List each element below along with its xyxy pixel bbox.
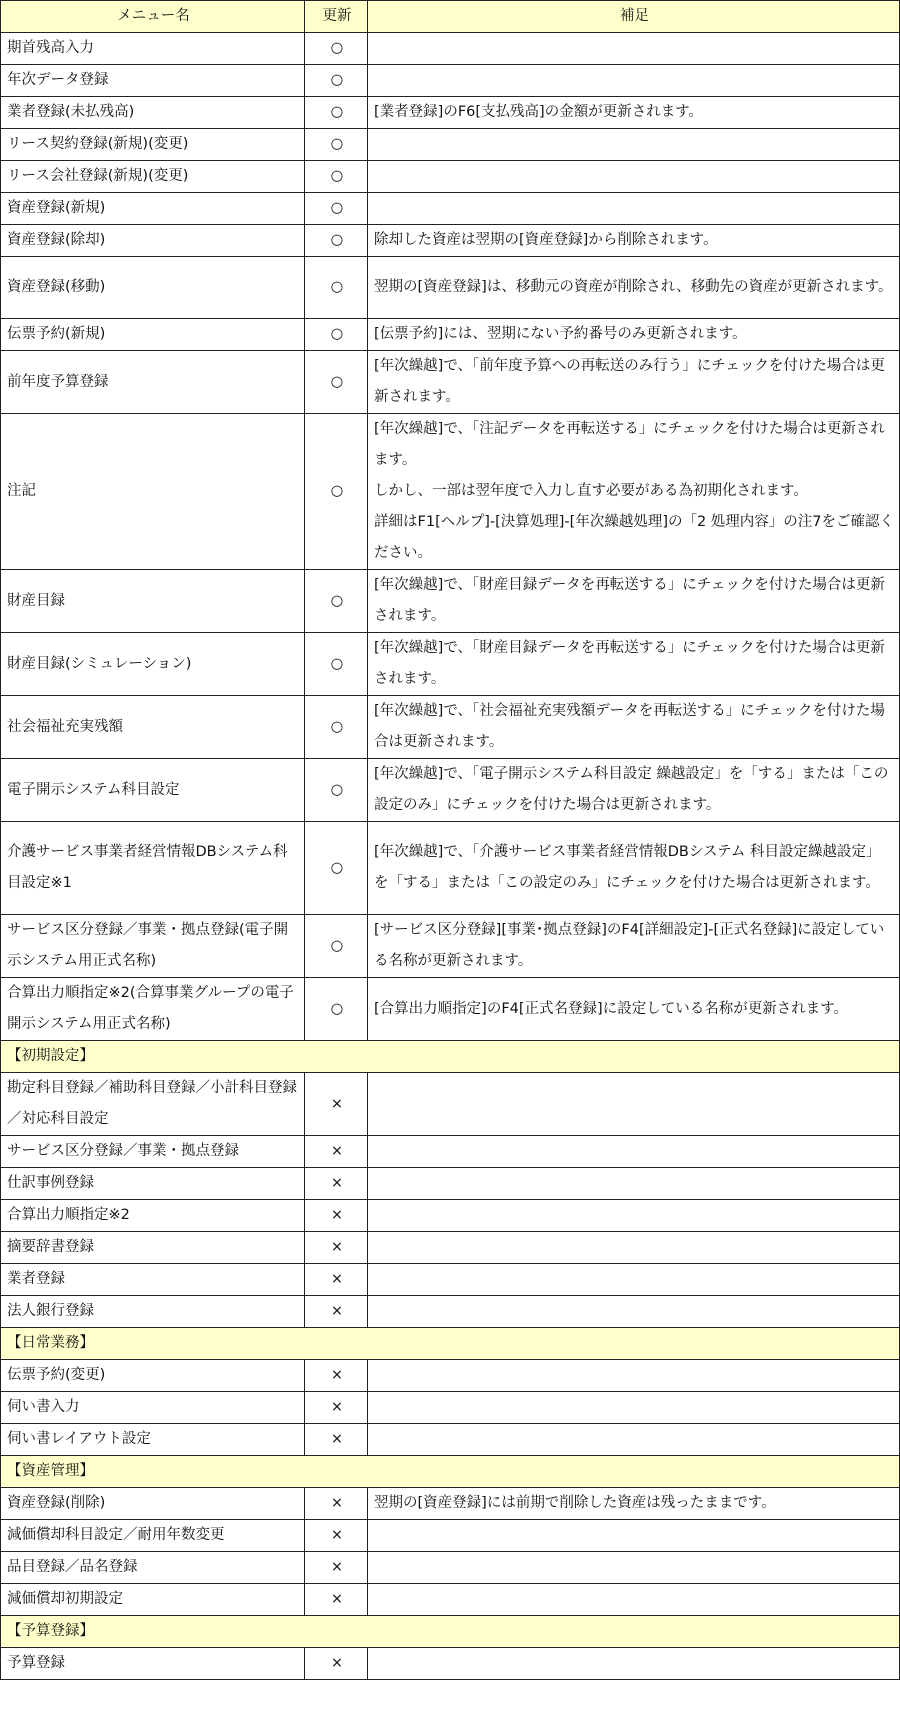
menu-name: 電子開示システム科目設定 — [1, 759, 305, 822]
menu-name: 前年度予算登録 — [1, 351, 305, 414]
menu-name: 伺い書レイアウト設定 — [1, 1424, 305, 1456]
update-mark: ○ — [305, 978, 368, 1041]
table-row — [1, 1424, 900, 1456]
note — [368, 161, 900, 193]
note — [368, 65, 900, 97]
update-mark: ○ — [305, 129, 368, 161]
table-row — [1, 822, 900, 915]
table-row — [1, 319, 900, 351]
update-mark: × — [305, 1552, 368, 1584]
menu-name: 伺い書入力 — [1, 1392, 305, 1424]
update-mark: ○ — [305, 633, 368, 696]
table-row — [1, 633, 900, 696]
update-mark: × — [305, 1264, 368, 1296]
table-row — [1, 1520, 900, 1552]
note — [368, 1296, 900, 1328]
update-mark: × — [305, 1136, 368, 1168]
note — [368, 193, 900, 225]
update-mark: × — [305, 1520, 368, 1552]
table-row — [1, 1360, 900, 1392]
update-mark: × — [305, 1296, 368, 1328]
menu-name: 資産登録(新規) — [1, 193, 305, 225]
note: [年次繰越]で、「介護サービス事業者経営情報DBシステム 科目設定繰越設定」を「する」または「この設定のみ」にチェックを付けた場合は更新されます。 — [368, 822, 900, 915]
table-row — [1, 696, 900, 759]
table-row — [1, 759, 900, 822]
menu-name: 注記 — [1, 414, 305, 570]
update-mark: ○ — [305, 97, 368, 129]
menu-name: 資産登録(削除) — [1, 1488, 305, 1520]
menu-name: 年次データ登録 — [1, 65, 305, 97]
update-mark: × — [305, 1392, 368, 1424]
update-mark: ○ — [305, 161, 368, 193]
table-row — [1, 915, 900, 978]
note: [サービス区分登録][事業･拠点登録]のF4[詳細設定]-[正式名登録]に設定している名称が更新されます。 — [368, 915, 900, 978]
menu-name: 法人銀行登録 — [1, 1296, 305, 1328]
note — [368, 1584, 900, 1616]
table-row — [1, 1168, 900, 1200]
table-row — [1, 1232, 900, 1264]
note — [368, 1168, 900, 1200]
update-mark: ○ — [305, 696, 368, 759]
menu-name: 社会福祉充実残額 — [1, 696, 305, 759]
note: [年次繰越]で、「財産目録データを再転送する」にチェックを付けた場合は更新されます。 — [368, 570, 900, 633]
note — [368, 1200, 900, 1232]
note: [年次繰越]で、「社会福祉充実残額データを再転送する」にチェックを付けた場合は更新されます。 — [368, 696, 900, 759]
update-mark: ○ — [305, 225, 368, 257]
note: [年次繰越]で、「前年度予算への再転送のみ行う」にチェックを付けた場合は更新されます。 — [368, 351, 900, 414]
menu-name: 資産登録(除却) — [1, 225, 305, 257]
table-row — [1, 1584, 900, 1616]
update-mark: ○ — [305, 33, 368, 65]
menu-name: 伝票予約(変更) — [1, 1360, 305, 1392]
table-row — [1, 1073, 900, 1136]
update-mark: ○ — [305, 193, 368, 225]
header-note: 補足 — [368, 1, 900, 33]
table-row — [1, 225, 900, 257]
header-row — [1, 1, 900, 33]
table-row — [1, 414, 900, 570]
update-mark: ○ — [305, 570, 368, 633]
table-row — [1, 1296, 900, 1328]
menu-name: 資産登録(移動) — [1, 257, 305, 319]
table-row — [1, 97, 900, 129]
note — [368, 414, 900, 570]
update-mark: ○ — [305, 319, 368, 351]
section-row — [1, 1328, 900, 1360]
note — [368, 1360, 900, 1392]
table-row — [1, 161, 900, 193]
note — [368, 1073, 900, 1136]
section-row — [1, 1456, 900, 1488]
update-mark: ○ — [305, 351, 368, 414]
table-row — [1, 351, 900, 414]
update-mark: × — [305, 1232, 368, 1264]
note — [368, 1392, 900, 1424]
menu-name: 期首残高入力 — [1, 33, 305, 65]
update-mark: × — [305, 1584, 368, 1616]
menu-name: 介護サービス事業者経営情報DBシステム科目設定※1 — [1, 822, 305, 915]
menu-name: 合算出力順指定※2 — [1, 1200, 305, 1232]
note-line: しかし、一部は翌年度で入力し直す必要がある為初期化されます。 — [374, 483, 808, 499]
table-row — [1, 193, 900, 225]
table-row — [1, 1136, 900, 1168]
menu-name: 業者登録 — [1, 1264, 305, 1296]
table-row — [1, 570, 900, 633]
update-mark: × — [305, 1648, 368, 1680]
update-mark: ○ — [305, 414, 368, 570]
note: [年次繰越]で、「財産目録データを再転送する」にチェックを付けた場合は更新されます。 — [368, 633, 900, 696]
menu-name: 財産目録(シミュレーション) — [1, 633, 305, 696]
note: [年次繰越]で、「電子開示システム科目設定 繰越設定」を「する」または「この設定のみ」にチェックを付けた場合は更新されます。 — [368, 759, 900, 822]
section-row — [1, 1041, 900, 1073]
update-mark: ○ — [305, 257, 368, 319]
menu-name: 仕訳事例登録 — [1, 1168, 305, 1200]
menu-name: 品目登録／品名登録 — [1, 1552, 305, 1584]
section-row — [1, 1616, 900, 1648]
menu-name: 摘要辞書登録 — [1, 1232, 305, 1264]
note: [業者登録]のF6[支払残高]の金額が更新されます。 — [368, 97, 900, 129]
note — [368, 1424, 900, 1456]
section-asset-management: 【資産管理】 — [1, 1456, 900, 1488]
note: 翌期の[資産登録]には前期で削除した資産は残ったままです。 — [368, 1488, 900, 1520]
update-mark: × — [305, 1073, 368, 1136]
section-budget: 【予算登録】 — [1, 1616, 900, 1648]
menu-name: 減価償却科目設定／耐用年数変更 — [1, 1520, 305, 1552]
section-initial-settings: 【初期設定】 — [1, 1041, 900, 1073]
menu-name: 予算登録 — [1, 1648, 305, 1680]
table-row — [1, 1552, 900, 1584]
menu-name: 伝票予約(新規) — [1, 319, 305, 351]
note — [368, 1552, 900, 1584]
table-row — [1, 1264, 900, 1296]
update-mark: ○ — [305, 915, 368, 978]
menu-name: サービス区分登録／事業・拠点登録 — [1, 1136, 305, 1168]
note: [伝票予約]には、翌期にない予約番号のみ更新されます。 — [368, 319, 900, 351]
section-daily-tasks: 【日常業務】 — [1, 1328, 900, 1360]
note: 除却した資産は翌期の[資産登録]から削除されます。 — [368, 225, 900, 257]
note-line: [年次繰越]で、「注記データを再転送する」にチェックを付けた場合は更新されます。 — [374, 421, 885, 468]
update-mark: × — [305, 1200, 368, 1232]
note — [368, 1520, 900, 1552]
menu-name: 合算出力順指定※2(合算事業グループの電子開示システム用正式名称) — [1, 978, 305, 1041]
header-update: 更新 — [305, 1, 368, 33]
update-mark: ○ — [305, 759, 368, 822]
table-row — [1, 1488, 900, 1520]
table-row — [1, 1392, 900, 1424]
update-mark: × — [305, 1360, 368, 1392]
note — [368, 1648, 900, 1680]
note: 翌期の[資産登録]は、移動元の資産が削除され、移動先の資産が更新されます。 — [368, 257, 900, 319]
table-row — [1, 978, 900, 1041]
update-mark: ○ — [305, 822, 368, 915]
update-mark: × — [305, 1424, 368, 1456]
note — [368, 1264, 900, 1296]
note — [368, 129, 900, 161]
menu-name: 業者登録(未払残高) — [1, 97, 305, 129]
table-row — [1, 33, 900, 65]
note — [368, 1136, 900, 1168]
update-mark: × — [305, 1488, 368, 1520]
table-row — [1, 1200, 900, 1232]
update-mark: ○ — [305, 65, 368, 97]
menu-name: リース契約登録(新規)(変更) — [1, 129, 305, 161]
menu-name: 財産目録 — [1, 570, 305, 633]
menu-name: 減価償却初期設定 — [1, 1584, 305, 1616]
note — [368, 33, 900, 65]
update-mark: × — [305, 1168, 368, 1200]
header-menu-name: メニュー名 — [1, 1, 305, 33]
menu-name: リース会社登録(新規)(変更) — [1, 161, 305, 193]
table-row — [1, 65, 900, 97]
note — [368, 1232, 900, 1264]
menu-name: 勘定科目登録／補助科目登録／小計科目登録／対応科目設定 — [1, 1073, 305, 1136]
table-row — [1, 129, 900, 161]
table-row — [1, 257, 900, 319]
menu-name: サービス区分登録／事業・拠点登録(電子開示システム用正式名称) — [1, 915, 305, 978]
note: [合算出力順指定]のF4[正式名登録]に設定している名称が更新されます。 — [368, 978, 900, 1041]
table-row — [1, 1648, 900, 1680]
note-line: 詳細はF1[ヘルプ]-[決算処理]-[年次繰越処理]の「2 処理内容」の注7をご確認ください。 — [374, 514, 895, 561]
